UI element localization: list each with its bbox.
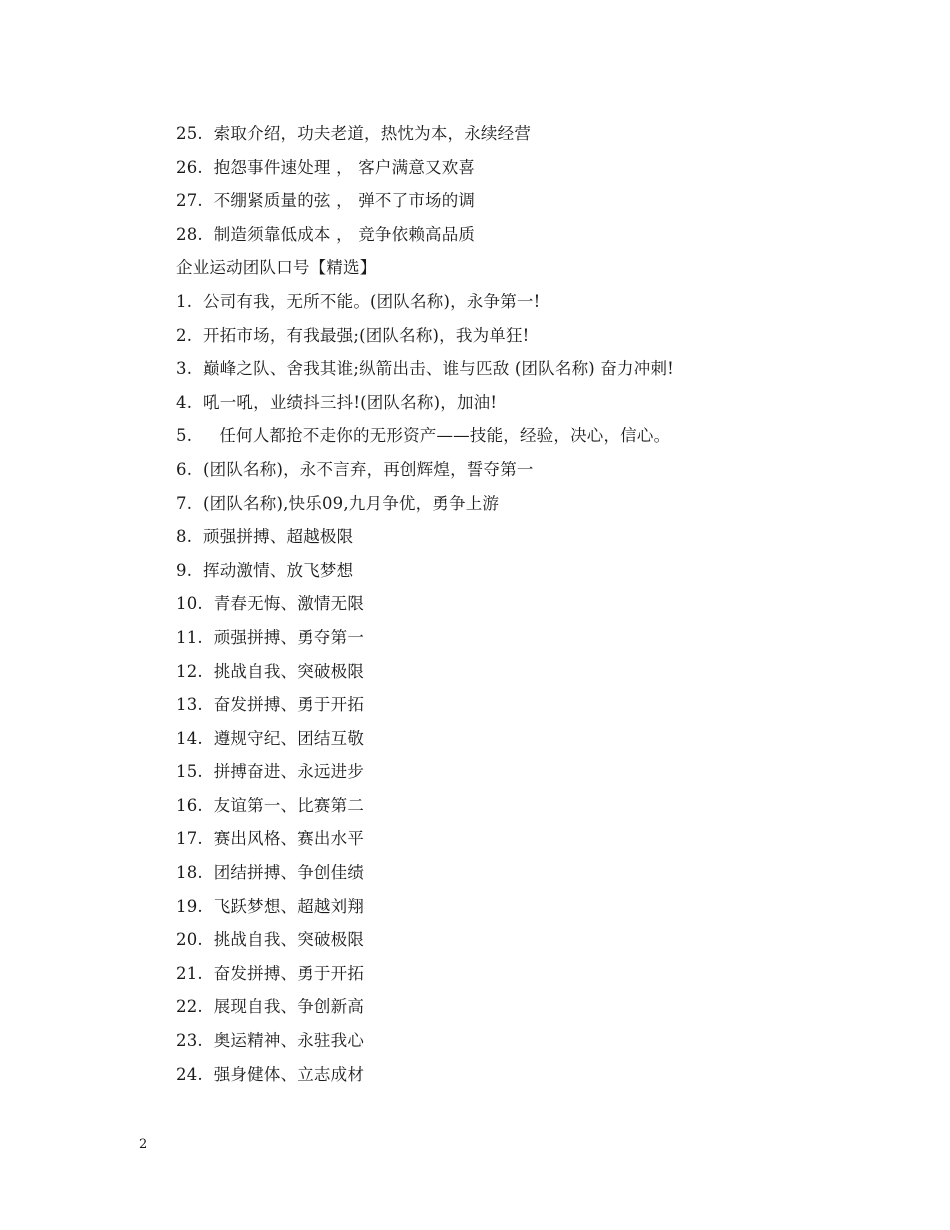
text-line: 10. 青春无悔、激情无限 <box>176 594 365 614</box>
text-line: 20. 挑战自我、突破极限 <box>176 930 365 950</box>
text-line: 16. 友谊第一、比赛第二 <box>176 795 365 815</box>
text-line: 5. 任何人都抢不走你的无形资产——技能，经验，决心，信心。 <box>176 426 671 446</box>
text-line: 21. 奋发拼搏、勇于开拓 <box>176 963 365 983</box>
text-line: 22. 展现自我、争创新高 <box>176 997 365 1017</box>
text-line: 12. 挑战自我、突破极限 <box>176 661 365 681</box>
text-line: 25. 索取介绍，功夫老道，热忱为本，永续经营 <box>176 124 532 143</box>
text-line: 18. 团结拼搏、争创佳绩 <box>176 863 365 883</box>
page-number: 2 <box>139 1137 148 1152</box>
text-line: 27. 不绷紧质量的弦 ， 弹不了市场的调 <box>176 191 476 211</box>
text-line: 13. 奋发拼搏、勇于开拓 <box>176 695 365 715</box>
text-line: 14. 遵规守纪、团结互敬 <box>176 728 365 748</box>
section-heading: 企业运动团队口号【精选】 <box>176 258 377 278</box>
text-line: 4. 吼一吼，业绩抖三抖!(团队名称)，加油! <box>176 392 498 412</box>
text-line: 17. 赛出风格、赛出水平 <box>176 829 365 849</box>
text-line: 15. 拼搏奋进、永远进步 <box>176 762 365 782</box>
text-line: 1. 公司有我，无所不能。(团队名称)，永争第一! <box>176 291 541 311</box>
text-line: 19. 飞跃梦想、超越刘翔 <box>176 896 365 916</box>
text-line: 7. (团队名称),快乐09,九月争优，勇争上游 <box>176 493 500 513</box>
text-line: 23. 奥运精神、永驻我心 <box>176 1031 365 1051</box>
document-body <box>176 117 816 1091</box>
text-line: 24. 强身健体、立志成材 <box>176 1064 365 1084</box>
text-line: 28. 制造须靠低成本 ， 竞争依赖高品质 <box>176 224 476 244</box>
text-line: 11. 顽强拼搏、勇夺第一 <box>176 627 365 647</box>
text-line: 26. 抱怨事件速处理 ， 客户满意又欢喜 <box>176 157 476 177</box>
text-line: 3. 巅峰之队、舍我其谁;纵箭出击、谁与匹敌 (团队名称) 奋力冲刺! <box>176 359 674 379</box>
text-line: 9. 挥动激情、放飞梦想 <box>176 560 354 580</box>
text-line: 6. (团队名称)，永不言弃，再创辉煌，誓夺第一 <box>176 459 534 479</box>
text-line: 2. 开拓市场，有我最强;(团队名称)，我为单狂! <box>176 325 530 345</box>
text-line: 8. 顽强拼搏、超越极限 <box>176 527 354 547</box>
